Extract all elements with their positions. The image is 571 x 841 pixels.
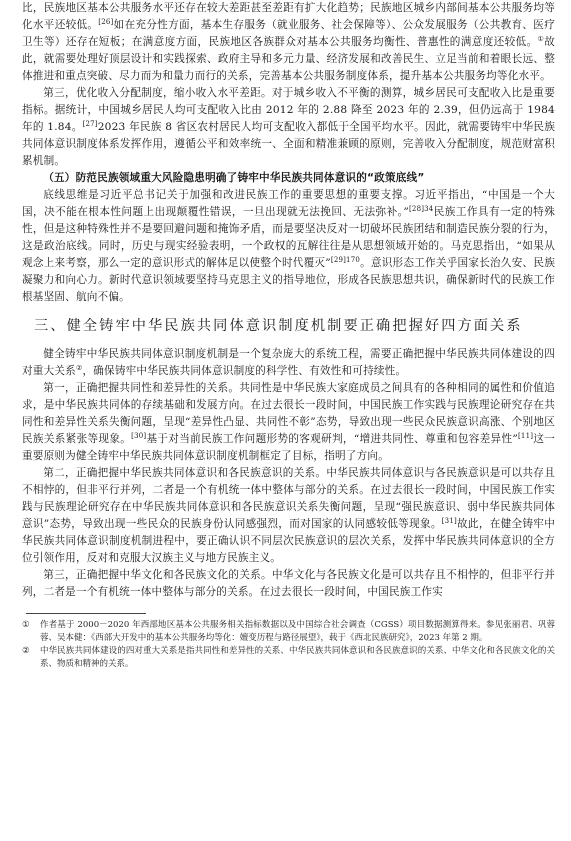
paragraph: 第三，正确把握中华文化和各民族文化的关系。中华文化与各民族文化是可以共存且不相悖的，但非平行并列，二者是一个有机统一体中整体与部分的关系。在过去很长一段时间，中国民族工作实 — [22, 569, 555, 598]
citation-ref: [28]34 — [408, 205, 434, 213]
body-text — [22, 0, 555, 601]
citation-ref: [31] — [441, 517, 457, 525]
footnote-marker: ② — [22, 646, 30, 656]
paragraph: 第二，正确把握中华民族共同体意识和各民族意识的关系。中华民族共同体意识与各民族意识是可以共存且不相悖的，但非平行并列，二者是一个有机统一体中整体与部分的关系。在过去很长一段时间，中国民族工作实践与民族理论研究存在中华民族共同体意识和各民族意识关系失衡问题，呈现“强民族意识、弱中华民族共同体意识”态势，导致出现一些民众的民族身份认同感强烈，而对国家的认同感较低等现象。[31]故此，在健全铸牢中华民族共同体意识制度机制进程中，要正确认识不同层次民族意识的层次关系，发挥中华民族共同体意识的全方位引领作用，反对和克服大汉族主义与地方民族主义。 — [22, 467, 555, 564]
footnote-mark: ② — [75, 364, 83, 372]
footnote — [22, 619, 555, 645]
footnote-marker: ① — [22, 620, 30, 630]
citation-ref: [30] — [131, 432, 147, 440]
paragraph: 底线思维是习近平总书记关于加强和改进民族工作的重要思想的重要支撑。习近平指出，“中国是一个大国，决不能在根本性问题上出现颠覆性错误，一旦出现就无法挽回、无法弥补。”$^{[28]34}$民族工作具有一定的特殊性，但是这种特殊性并不是要回避问题和掩饰矛盾，而是要坚决反对一切破坏民族团结和制造民族分裂的行为，这是政治底线。同时，历史与现实经验表明，一个政权的瓦解往往是从思想领域开始的。马克思指出，“如果从观念上来考察，那么一定的意识形式的解体足以使整个时代覆灭”$^{[29]170}$。意识形态工作关乎国家长治久安、民族凝聚力和向心力。新时代意识领域要坚持马克思主义的指导地位，形成各民族思想共识，确保新时代的民族工作根基坚固、航向不偏。 — [22, 189, 555, 303]
paragraph: 第三，优化收入分配制度，缩小收入水平差距。对于城乡收入不平衡的测算，城乡居民可支配收入比是重要指标。据统计，中国城乡居民人均可支配收入比由 2012 年的 2.88 降至 2023 年的 2.39，但仍远高于 1984 年的 1.84。[27]2023 年民族 8 省区农村居民人均可支配收入都低于全国平均水平。因此，就需要铸牢中华民族共同体意识制度体系发挥作用，遵循公平和效率统一、全面和精准兼顾的原则，完善收入分配制度，规范财富积累机制。 — [22, 87, 556, 167]
footnote — [22, 645, 555, 671]
citation-ref: [11] — [518, 432, 534, 440]
paragraph: 健全铸牢中华民族共同体意识制度机制是一个复杂庞大的系统工程，需要正确把握中华民族共同体建设的四对重大关系②，确保铸牢中华民族共同体意识制度的科学性、有效性和可持续性。 — [22, 348, 555, 377]
footnote-divider — [26, 613, 146, 614]
citation-ref: [29]170 — [330, 256, 361, 264]
footnote-mark: ① — [537, 35, 545, 43]
citation-ref: [26] — [98, 18, 114, 26]
section-title: 三、健全铸牢中华民族共同体意识制度机制要正确把握好四方面关系 — [34, 318, 523, 334]
paragraph: 第一，正确把握共同性和差异性的关系。共同性是中华民族大家庭成员之间具有的各种相同的属性和价值追求，是中华民族共同体的存续基础和发展方向。在过去很长一段时间，中国民族工作实践与民族理论研究存在共同性和差异性关系失衡问题，呈现“差异性凸显、共同性不彰”态势，导致出现一些民众民族意识高涨、个别地区民族关系紧张等现象。[30]基于对当前民族工作问题形势的客观研判，“增进共同性、尊重和包容差异性”[11]这一重要原则为健全铸牢中华民族共同体意识制度机制框定了目标，指明了方向。 — [22, 382, 556, 462]
footnotes — [22, 619, 555, 671]
footnote-text: 作者基于 2000－2020 年西部地区基本公共服务相关指标数据以及中国综合社会调查（CGSS）项目数据测算得来。参见张丽君、巩蓉蓉、吴本健：《西部大开发中的基本公共服务均等化：嬗变历程与路径展望》，载于《西北民族研究》，2023 年第 2 期。 — [40, 620, 555, 643]
paragraph: 比，民族地区基本公共服务水平还存在较大差距甚至差距有扩大化趋势；民族地区城乡内部间基本公共服务均等化水平还较低。[26]如在充分性方面，基本生存服务（就业服务、社会保障等）、公众发展服务（公共教育、医疗卫生等）还存在短板；在满意度方面，民族地区各族群众对基本公共服务均衡性、普惠性的满意度还较低。①故此，就需要处理好顶层设计和实践探索、政府主导和多元力量、经济发展和改善民生、立足当前和着眼长远、整体推进和重点突破、尽力而为和量力而行的关系，完善基本公共服务制度体系，提升基本公共服务均等化水平。 — [22, 2, 555, 82]
subsection-heading: （五）防范民族领域重大风险隐患明确了铸牢中华民族共同体意识的“政策底线” — [43, 172, 425, 184]
footnote-text: 中华民族共同体建设的四对重大关系是指共同性和差异性的关系、中华民族共同体意识和各民族意识的关系、中华文化和各民族文化的关系、物质和精神的关系。 — [40, 646, 555, 669]
citation-ref: [27] — [82, 120, 98, 128]
